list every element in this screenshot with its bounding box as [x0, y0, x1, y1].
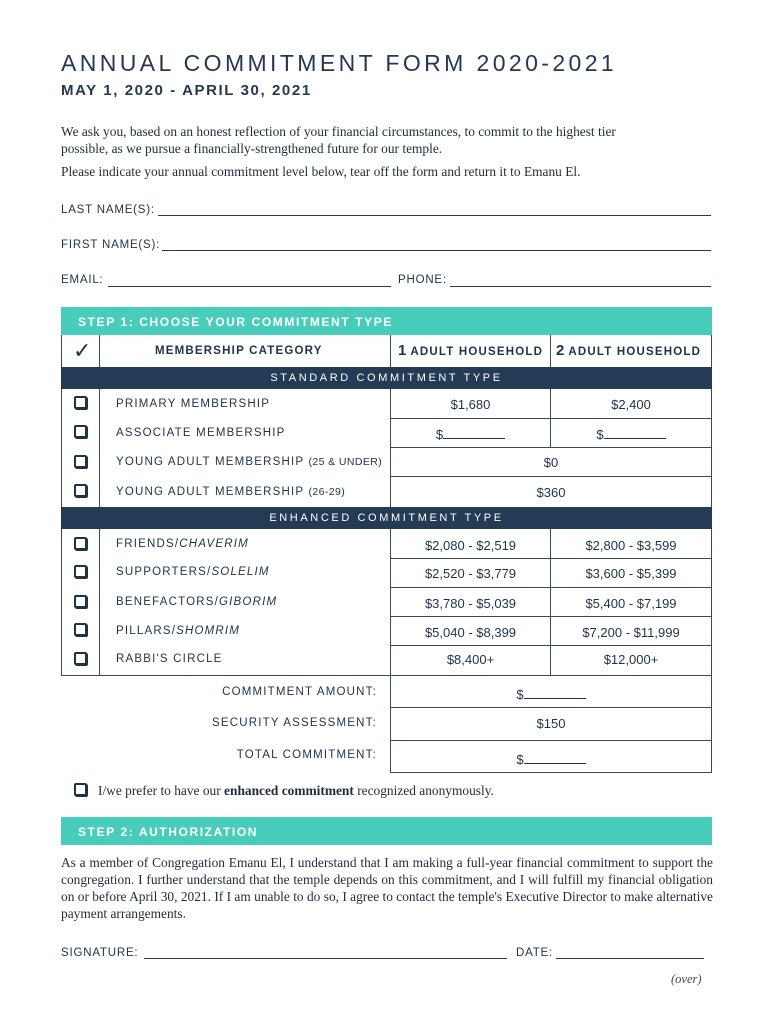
- row-label: SUPPORTERS/SOLELIM: [116, 566, 270, 578]
- pillars-one-value: $5,040 - $8,399: [424, 625, 517, 640]
- benefactors-two-value: $5,400 - $7,199: [585, 596, 677, 611]
- commitment-amount-label: COMMITMENT AMOUNT:: [222, 686, 377, 698]
- friends-two-value: $2,800 - $3,599: [585, 538, 677, 553]
- row-label: RABBI'S CIRCLE: [116, 653, 223, 665]
- step1-title: STEP 1: CHOOSE YOUR COMMITMENT TYPE: [78, 315, 393, 329]
- primary-two-value: $2,400: [611, 397, 651, 412]
- checkbox-friends[interactable]: [74, 537, 87, 550]
- col-header-one-number: 1: [398, 342, 407, 359]
- row-label: YOUNG ADULT MEMBERSHIP (25 & UNDER): [116, 456, 383, 468]
- email-field[interactable]: [108, 286, 391, 287]
- col-header-two-adult: [556, 342, 701, 359]
- step1-bar: [61, 307, 712, 335]
- pillars-two-value: $7,200 - $11,999: [582, 625, 680, 640]
- first-name-field[interactable]: [162, 250, 711, 251]
- security-assessment-label: SECURITY ASSESSMENT:: [211, 717, 377, 729]
- row-label: PILLARS/SHOMRIM: [116, 625, 241, 637]
- checkbox-pillars[interactable]: [74, 623, 87, 636]
- email-label: EMAIL:: [61, 274, 104, 286]
- checkbox-young-adult-26[interactable]: [74, 484, 87, 497]
- rabbis-one-value: $8,400+: [446, 652, 495, 667]
- row-label: FRIENDS/CHAVERIM: [116, 538, 249, 550]
- intro-line-3: Please indicate your annual commitment level below, tear off the form and return it to Emanu El.: [61, 164, 581, 179]
- enhanced-bar: [61, 507, 712, 529]
- date-label: DATE:: [516, 947, 554, 959]
- last-name-field[interactable]: [158, 215, 711, 216]
- checkbox-associate[interactable]: [74, 425, 87, 438]
- row-label: BENEFACTORS/GIBORIM: [116, 596, 278, 608]
- check-mark-icon: ✓: [73, 338, 92, 363]
- first-name-label: FIRST NAME(S):: [61, 239, 161, 251]
- step2-bar: [61, 817, 712, 845]
- form-date-range: MAY 1, 2020 - APRIL 30, 2021: [61, 82, 312, 99]
- authorization-paragraph: As a member of Congregation Emanu El, I understand that I am making a full-year financial commitment to support the congregation. I further understand that the temple depends on this commitment, and I will fulfill my financial obligation on or before April 30, 2021. If I am unable to do so, I agree to contact the temple's Executive Director to make alternative payment arrangements.: [61, 855, 713, 921]
- commitment-amount-field[interactable]: $: [391, 687, 711, 702]
- total-commitment-label: TOTAL COMMITMENT:: [236, 749, 377, 761]
- row-label: YOUNG ADULT MEMBERSHIP (26-29): [116, 486, 346, 498]
- intro-line-2: possible, as we pursue a financially-strengthened future for our temple.: [61, 141, 443, 156]
- checkbox-rabbis-circle[interactable]: [74, 652, 87, 665]
- young-adult-25-value: $0: [543, 455, 559, 470]
- intro-line-1: We ask you, based on an honest reflection of your financial circumstances, to commit to the highest tier: [61, 124, 616, 139]
- young-adult-26-value: $360: [536, 485, 566, 500]
- checkbox-young-adult-25[interactable]: [74, 455, 87, 468]
- form-title: ANNUAL COMMITMENT FORM 2020-2021: [61, 50, 618, 76]
- associate-one-value[interactable]: $: [391, 427, 550, 442]
- phone-label: PHONE:: [398, 274, 447, 286]
- row-label: ASSOCIATE MEMBERSHIP: [116, 427, 286, 439]
- friends-one-value: $2,080 - $2,519: [424, 538, 517, 553]
- step2-title: STEP 2: AUTHORIZATION: [78, 825, 259, 839]
- row-label: PRIMARY MEMBERSHIP: [116, 398, 271, 410]
- col-header-category: MEMBERSHIP CATEGORY: [155, 345, 323, 357]
- over-note: (over): [671, 972, 702, 986]
- checkbox-benefactors[interactable]: [74, 595, 87, 608]
- col-header-one-adult: [398, 342, 543, 359]
- rabbis-two-value: $12,000+: [603, 652, 659, 667]
- signature-label: SIGNATURE:: [61, 947, 139, 959]
- total-commitment-field[interactable]: $: [391, 752, 711, 767]
- standard-bar: [61, 367, 712, 389]
- checkbox-anonymous[interactable]: [74, 783, 87, 796]
- last-name-label: LAST NAME(S):: [61, 204, 155, 216]
- col-header-one-label: ADULT HOUSEHOLD: [410, 346, 544, 358]
- date-field[interactable]: [556, 958, 704, 959]
- enhanced-title: ENHANCED COMMITMENT TYPE: [269, 512, 504, 524]
- checkbox-primary[interactable]: [74, 396, 87, 409]
- col-header-two-label: ADULT HOUSEHOLD: [568, 346, 702, 358]
- primary-one-value: $1,680: [450, 397, 491, 412]
- col-header-two-number: 2: [556, 342, 565, 359]
- standard-title: STANDARD COMMITMENT TYPE: [270, 372, 503, 384]
- supporters-two-value: $3,600 - $5,399: [585, 566, 677, 581]
- phone-field[interactable]: [450, 286, 711, 287]
- security-assessment-value: $150: [536, 716, 566, 731]
- associate-two-value[interactable]: $: [551, 427, 711, 442]
- checkbox-supporters[interactable]: [74, 565, 87, 578]
- supporters-one-value: $2,520 - $3,779: [424, 566, 517, 581]
- signature-field[interactable]: [144, 958, 507, 959]
- anonymous-label: I/we prefer to have our enhanced commitment recognized anonymously.: [98, 783, 494, 798]
- benefactors-one-value: $3,780 - $5,039: [424, 596, 517, 611]
